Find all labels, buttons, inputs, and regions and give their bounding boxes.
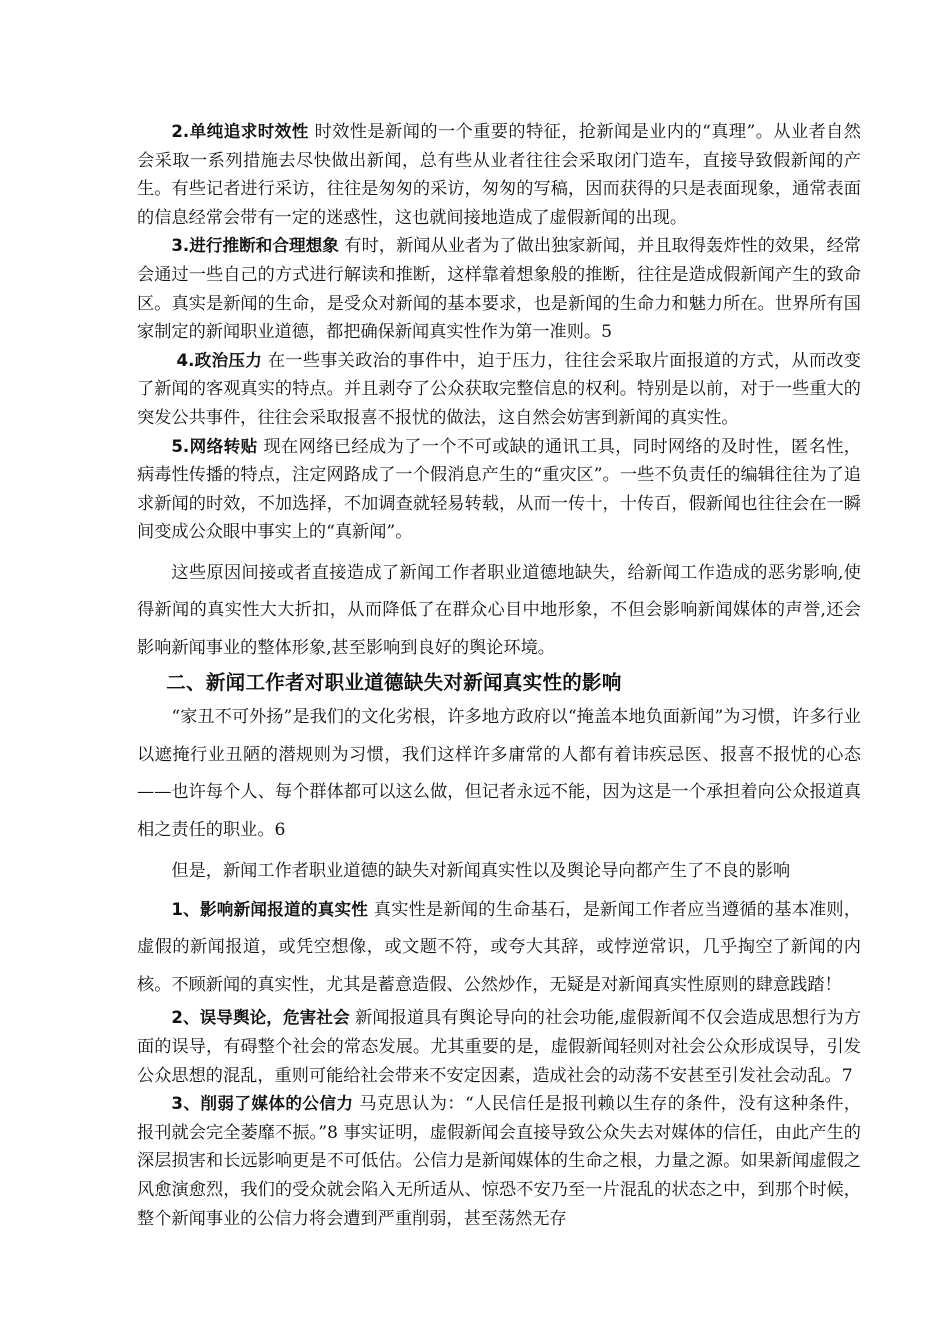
paragraph-timeliness [137,118,861,232]
document-page [137,118,861,1233]
paragraph-text: 有时，新闻从业者为了做出独家新闻，并且取得轰炸性的效果，经常会通过一些自己的方式进行解读和推断，这样靠着想象般的推断，往往是造成假新闻产生的致命区。真实是新闻的生命，是受众对新闻的基本要求，也是新闻的生命力和魅力所在。世界所有国家制定的新闻职业道德，都把确保新闻真实性作为第一准则。5 [137,236,861,343]
paragraph-lead: 2、误导舆论，危害社会 [171,1008,350,1028]
paragraph-authenticity [137,891,861,1005]
paragraph-lead: 1、影响新闻报道的真实性 [171,899,369,919]
paragraph-culture [137,699,861,849]
paragraph-network-repost [137,433,861,547]
paragraph-summary [137,555,861,668]
paragraph-lead: 2.单纯追求时效性 [171,122,309,141]
paragraph-text: 但是，新闻工作者职业道德的缺失对新闻真实性以及舆论导向都产生了不良的影响 [171,861,791,882]
paragraph-text: 时效性是新闻的一个重要的特征，抢新闻是业内的“真理”。从业者自然会采取一系列措施去尽快做出新闻，总有些从业者往往会采取闭门造车，直接导致假新闻的产生。有些记者进行采访，往往是匆匆的采访，匆匆的写稿，因而获得的只是表面现象，通常表面的信息经常会带有一定的迷惑性，这也就间接地造成了虚假新闻的出现。 [137,122,861,228]
paragraph-text: 马克思认为：“人民信任是报刊赖以生存的条件，没有这种条件，报刊就会完全萎靡不振。”8 事实证明，虚假新闻会直接导致公众失去对媒体的信任，由此产生的深层损害和长远影响更是不可低估。公信力是新闻媒体的生命之根，力量之源。如果新闻虚假之风愈演愈烈，我们的受众就会陷入无所适从、惊恐不安乃至一片混乱的状态之中，到那个时候，整个新闻事业的公信力将会遭到严重削弱，甚至荡然无存 [137,1094,861,1229]
section-heading: 二、新闻工作者对职业道德缺失对新闻真实性的影响 [166,671,622,695]
paragraph-speculation [137,232,861,346]
paragraph-credibility [137,1090,861,1233]
paragraph-political-pressure [137,347,861,433]
paragraph-however [137,853,861,891]
paragraph-text: 现在网络已经成为了一个不可或缺的通讯工具，同时网络的及时性，匿名性，病毒性传播的特点，注定网路成了一个假消息产生的“重灾区”。一些不负责任的编辑往往为了追求新闻的时效，不加选择，不加调查就轻易转载，从而一传十，十传百，假新闻也往往会在一瞬间变成公众眼中事实上的“真新闻”。 [137,436,861,543]
paragraph-lead: 4.政治压力 [176,350,263,370]
paragraph-text: 这些原因间接或者直接造成了新闻工作者职业道德地缺失，给新闻工作造成的恶劣影响,使得新闻的真实性大大折扣，从而降低了在群众心目中地形象，不但会影响新闻媒体的声誉,还会影响新闻事业的整体形象,甚至影响到良好的舆论环境。 [137,562,861,658]
paragraph-text: “家丑不可外扬”是我们的文化劣根，许多地方政府以“掩盖本地负面新闻”为习惯，许多行业以遮掩行业丑陋的潜规则为习惯，我们这样许多庸常的人都有着讳疾忌医、报喜不报忧的心态——也许每个人、每个群体都可以这么做，但记者永远不能，因为这是一个承担着向公众报道真相之责任的职业。6 [137,707,861,840]
paragraph-lead: 5.网络转贴 [171,436,258,456]
paragraph-misleading [137,1004,861,1090]
paragraph-text: 在一些事关政治的事件中，迫于压力，往往会采取片面报道的方式，从而改变了新闻的客观真实的特点。并且剥夺了公众获取完整信息的权利。特别是以前，对于一些重大的突发公共事件，往往会采取报喜不报忧的做法，这自然会妨害到新闻的真实性。 [137,350,861,428]
paragraph-text: 新闻报道具有舆论导向的社会功能,虚假新闻不仅会造成思想行为方面的误导，有碍整个社会的常态发展。尤其重要的是，虚假新闻轻则对社会公众形成误导，引发公众思想的混乱，重则可能给社会带来不安定因素，造成社会的动荡不安甚至引发社会动乱。7 [137,1008,862,1086]
paragraph-lead: 3.进行推断和合理想象 [171,236,339,256]
paragraph-lead: 3、削弱了媒体的公信力 [171,1094,354,1114]
paragraph-text: 真实性是新闻的生命基石，是新闻工作者应当遵循的基本准则，虚假的新闻报道，或凭空想像，或文题不符，或夸大其辞，或悖逆常识，几乎掏空了新闻的内核。不顾新闻的真实性，尤其是蓄意造假、公然炒作，无疑是对新闻真实性原则的肆意践踏！ [137,899,862,995]
